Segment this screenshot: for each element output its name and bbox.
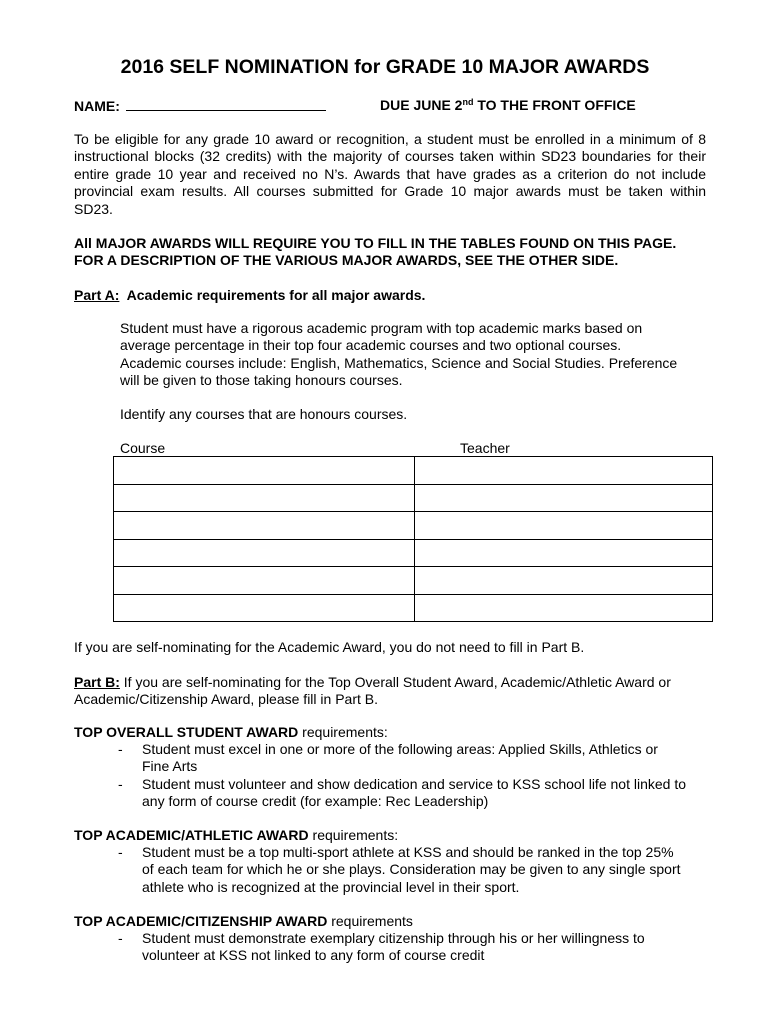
due-superscript: nd bbox=[462, 97, 474, 107]
page-title: 2016 SELF NOMINATION for GRADE 10 MAJOR AWARDS bbox=[120, 56, 650, 78]
award-heading-academic-athletic bbox=[74, 827, 706, 844]
dash-bullet: - bbox=[118, 775, 123, 792]
eligibility-line: provincial exam results. All courses submitted for Grade 10 major awards must be taken within bbox=[74, 183, 706, 200]
eligibility-line: SD23. bbox=[74, 200, 113, 217]
requirement-line: athlete who is recognized at the provincial level in their sport. bbox=[142, 878, 520, 895]
part-b-label: Part B: bbox=[74, 674, 120, 690]
notice-line: FOR A DESCRIPTION OF THE VARIOUS MAJOR AWARDS, SEE THE OTHER SIDE. bbox=[74, 252, 619, 269]
requirement-item bbox=[118, 930, 718, 965]
notice-paragraph bbox=[74, 235, 706, 270]
description-line: average percentage in their top four academic courses and two optional courses. bbox=[120, 337, 622, 354]
table-row bbox=[114, 594, 713, 622]
name-field bbox=[74, 97, 326, 114]
academic-award-note: If you are self-nominating for the Academic Award, you do not need to fill in Part B. bbox=[74, 639, 585, 655]
name-blank-line[interactable] bbox=[126, 97, 326, 111]
requirement-item bbox=[118, 741, 718, 776]
eligibility-paragraph bbox=[74, 131, 706, 218]
award-suffix: requirements: bbox=[298, 724, 388, 740]
requirement-line: Fine Arts bbox=[142, 758, 198, 775]
course-cell[interactable] bbox=[114, 512, 415, 540]
part-a-label: Part A: bbox=[74, 287, 120, 303]
table-row bbox=[114, 512, 713, 540]
table-row bbox=[114, 567, 713, 595]
part-a-description bbox=[120, 320, 720, 390]
requirement-line: volunteer at KSS not linked to any form of course credit bbox=[142, 947, 485, 964]
teacher-column-header: Teacher bbox=[460, 440, 510, 456]
eligibility-line: entire grade 10 year and received no N’s. Awards that have grades as a criterion do not include bbox=[74, 165, 706, 182]
course-cell[interactable] bbox=[114, 484, 415, 512]
award-suffix: requirements bbox=[327, 913, 413, 929]
teacher-cell[interactable] bbox=[415, 457, 713, 485]
part-a-title: Academic requirements for all major awards. bbox=[126, 287, 426, 303]
award-requirements-top-overall bbox=[118, 741, 718, 811]
description-line: Student must have a rigorous academic program with top academic marks based on bbox=[120, 320, 643, 336]
teacher-cell[interactable] bbox=[415, 539, 713, 567]
award-heading-top-overall bbox=[74, 724, 706, 741]
due-suffix: TO THE FRONT OFFICE bbox=[473, 97, 636, 113]
award-requirements-academic-athletic bbox=[118, 844, 718, 896]
honours-prompt: Identify any courses that are honours courses. bbox=[120, 406, 408, 422]
part-b-paragraph bbox=[74, 674, 706, 709]
teacher-cell[interactable] bbox=[415, 567, 713, 595]
part-b-text-1: If you are self-nominating for the Top Overall Student Award, Academic/Athletic Award or bbox=[119, 674, 671, 690]
description-line: Academic courses include: English, Mathematics, Science and Social Studies. Preference bbox=[120, 354, 678, 371]
part-b-line-1 bbox=[74, 674, 706, 691]
course-column-header: Course bbox=[120, 440, 166, 456]
part-a-heading bbox=[74, 287, 706, 304]
course-cell[interactable] bbox=[114, 594, 415, 622]
due-prefix: DUE JUNE 2 bbox=[380, 97, 463, 113]
course-cell[interactable] bbox=[114, 539, 415, 567]
eligibility-line: To be eligible for any grade 10 award or recognition, a student must be enrolled in a minimum of 8 bbox=[74, 131, 706, 147]
award-requirements-academic-citizenship bbox=[118, 930, 718, 965]
award-suffix: requirements: bbox=[308, 827, 399, 843]
teacher-cell[interactable] bbox=[415, 594, 713, 622]
course-cell[interactable] bbox=[114, 457, 415, 485]
award-name: TOP ACADEMIC/CITIZENSHIP AWARD bbox=[74, 913, 328, 929]
course-table bbox=[113, 456, 713, 622]
dash-bullet: - bbox=[118, 741, 123, 757]
part-b-text-2: Academic/Citizenship Award, please fill in Part B. bbox=[74, 691, 378, 708]
dash-bullet: - bbox=[118, 930, 123, 946]
table-row bbox=[114, 484, 713, 512]
dash-bullet: - bbox=[118, 844, 123, 860]
teacher-cell[interactable] bbox=[415, 512, 713, 540]
requirement-line: Student must excel in one or more of the following areas: Applied Skills, Athletics or bbox=[142, 741, 658, 757]
award-name: TOP OVERALL STUDENT AWARD bbox=[74, 724, 299, 740]
eligibility-line: instructional blocks (32 credits) with the majority of courses taken within SD23 boundaries for their bbox=[74, 148, 706, 165]
requirement-line: of each team for which he or she plays. Consideration may be given to any single sport bbox=[142, 861, 681, 878]
course-cell[interactable] bbox=[114, 567, 415, 595]
award-name: TOP ACADEMIC/ATHLETIC AWARD bbox=[74, 827, 309, 843]
award-heading-academic-citizenship bbox=[74, 913, 706, 930]
requirement-item bbox=[118, 844, 718, 896]
requirement-line: Student must demonstrate exemplary citizenship through his or her willingness to bbox=[142, 930, 645, 946]
table-row bbox=[114, 457, 713, 485]
requirement-line: any form of course credit (for example: Rec Leadership) bbox=[142, 793, 489, 810]
due-date bbox=[380, 97, 636, 113]
name-label: NAME: bbox=[74, 98, 120, 114]
table-row bbox=[114, 539, 713, 567]
teacher-cell[interactable] bbox=[415, 484, 713, 512]
notice-line: All MAJOR AWARDS WILL REQUIRE YOU TO FILL IN THE TABLES FOUND ON THIS PAGE. bbox=[74, 235, 677, 251]
requirement-line: Student must volunteer and show dedication and service to KSS school life not linked to bbox=[142, 775, 686, 792]
description-line: will be given to those taking honours courses. bbox=[120, 372, 403, 389]
requirement-line: Student must be a top multi-sport athlete at KSS and should be ranked in the top 25% bbox=[142, 844, 674, 860]
requirement-item bbox=[118, 776, 718, 811]
